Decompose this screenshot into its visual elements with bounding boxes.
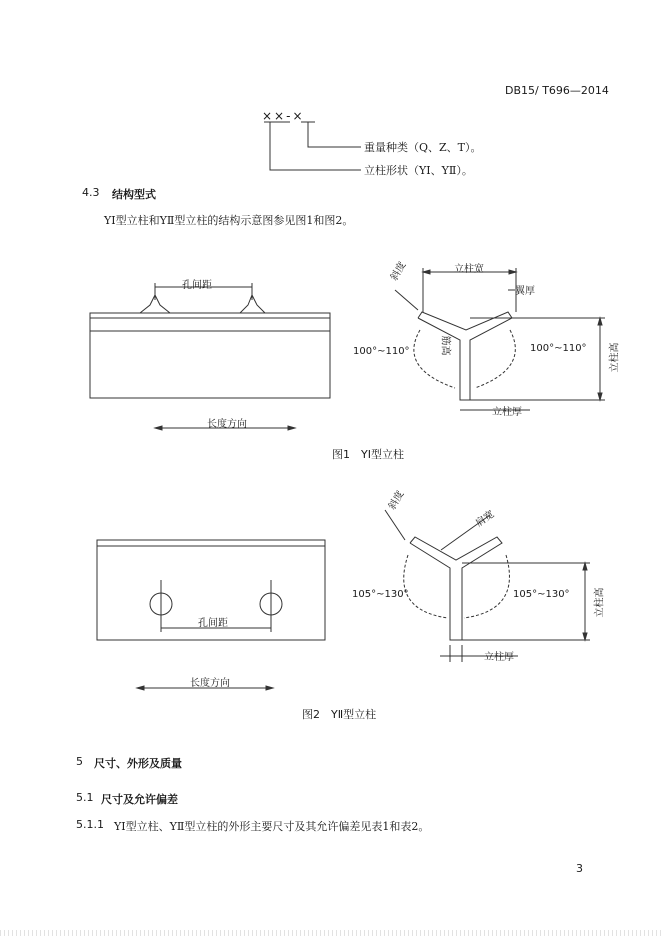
section-5-1-1-body: YⅠ型立柱、YⅡ型立柱的外形主要尺寸及其允许偏差见表1和表2。 [114, 820, 430, 833]
fig2-length-direction-label: 长度方向 [190, 678, 230, 689]
fig1-hole-pitch-label: 孔间距 [182, 280, 212, 291]
fig1-height-label: 立柱高 [609, 342, 621, 373]
fig2-hole-pitch-label: 孔间距 [198, 618, 228, 629]
section-5-1-title: 尺寸及允许偏差 [101, 793, 178, 806]
figure2-caption: 图2 YⅡ型立柱 [302, 708, 377, 721]
section-5-number: 5 [76, 755, 83, 768]
fig2-web-thickness-label: 立柱厚 [484, 652, 514, 663]
section-5-1-number: 5.1 [76, 791, 94, 804]
fig1-flange-thickness-label: 翼厚 [515, 286, 535, 297]
designation-weight-type: 重量种类（Q、Z、T）。 [364, 141, 482, 154]
fig1-width-label: 立柱宽 [454, 264, 484, 275]
fig2-slope-label: 斜度 [386, 489, 407, 512]
fig1-angle-left-label: 100°~110° [353, 346, 410, 357]
section-4-3-title: 结构型式 [112, 188, 156, 201]
scan-edge [0, 930, 662, 936]
document-code: DB15/ T696—2014 [505, 84, 609, 97]
designation-code: ××-× [262, 109, 305, 123]
fig1-rib-label: 筋高 [439, 335, 451, 356]
section-5-title: 尺寸、外形及质量 [94, 757, 182, 770]
fig2-angle-right-label: 105°~130° [513, 589, 570, 600]
fig1-length-direction-label: 长度方向 [207, 419, 247, 430]
designation-shape: 立柱形状（YⅠ、YⅡ）。 [364, 164, 473, 177]
section-4-3-body: YⅠ型立柱和YⅡ型立柱的结构示意图参见图1和图2。 [104, 214, 354, 227]
fig2-angle-left-label: 105°~130° [352, 589, 409, 600]
fig2-height-label: 立柱高 [594, 587, 606, 618]
fig1-angle-right-label: 100°~110° [530, 343, 587, 354]
fig1-web-thickness-label: 立柱厚 [492, 407, 522, 418]
section-5-1-1-number: 5.1.1 [76, 818, 104, 831]
figure1-caption: 图1 YⅠ型立柱 [332, 448, 404, 461]
fig1-slope-label: 斜度 [388, 260, 409, 283]
section-4-3-number: 4.3 [82, 186, 100, 199]
fig2-flange-width-label: 肩宽 [473, 508, 497, 530]
page-number: 3 [576, 862, 583, 875]
figure2-section-view [385, 510, 590, 662]
